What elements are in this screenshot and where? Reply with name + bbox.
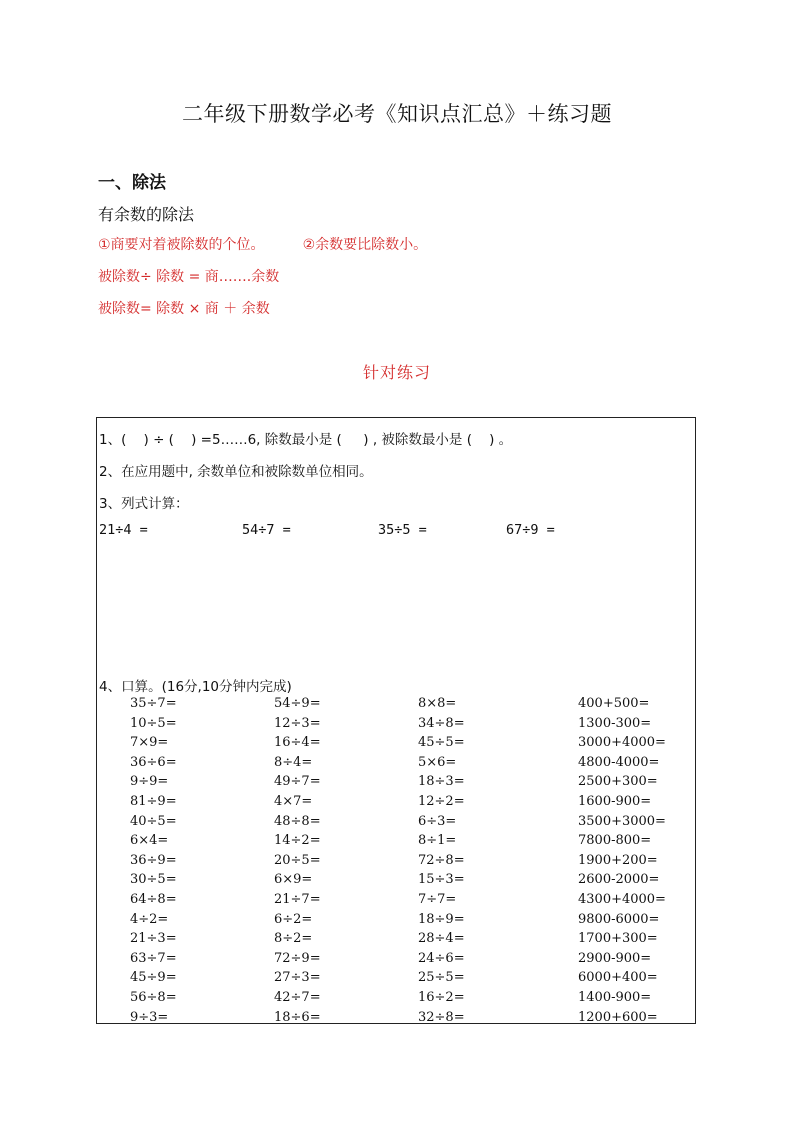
mental-math-problem: 1700+300= [578, 931, 658, 947]
mental-math-problem: 7×9= [130, 735, 169, 751]
mental-math-problem: 12÷3= [274, 715, 321, 731]
mental-math-problem: 21÷3= [130, 931, 177, 947]
mental-math-problem: 35÷7= [130, 696, 177, 711]
expression-1: 21÷4 = [99, 522, 148, 538]
question-3: 3、列式计算： [99, 496, 189, 512]
expression-2: 54÷7 = [242, 522, 291, 538]
mental-math-problem: 40÷5= [130, 813, 177, 829]
mental-math-problem: 18÷6= [274, 1009, 321, 1025]
mental-math-problem: 7÷7= [418, 891, 457, 907]
mental-math-problem: 4300+4000= [578, 891, 666, 907]
subheading-remainder-division: 有余数的除法 [98, 205, 195, 224]
mental-math-problem: 45÷5= [418, 735, 465, 751]
mental-math-problem: 8÷2= [274, 931, 313, 947]
mental-math-problem: 34÷8= [418, 715, 465, 731]
mental-math-problem: 400+500= [578, 696, 650, 711]
mental-math-problem: 7800-800= [578, 833, 652, 849]
mental-math-problem: 1200+600= [578, 1009, 658, 1025]
mental-math-problem: 24÷6= [418, 950, 465, 966]
mental-math-problem: 30÷5= [130, 872, 177, 888]
mental-math-problem: 1900+200= [578, 852, 658, 868]
mental-math-column-2 [274, 694, 321, 1027]
mental-math-problem: 49÷7= [274, 774, 321, 790]
mental-math-problem: 16÷2= [418, 989, 465, 1005]
mental-math-problem: 14÷2= [274, 833, 321, 849]
mental-math-problem: 9÷3= [130, 1009, 169, 1025]
mental-math-problem: 1300-300= [578, 715, 652, 731]
mental-math-problem: 4×7= [274, 793, 313, 809]
question-3-expressions [97, 522, 695, 542]
mental-math-column-4 [578, 694, 666, 1027]
section-heading-division: 一、除法 [98, 173, 166, 193]
mental-math-problem: 63÷7= [130, 950, 177, 966]
mental-math-problem: 56÷8= [130, 989, 177, 1005]
mental-math-problem: 54÷9= [274, 696, 321, 711]
mental-math-problem: 25÷5= [418, 970, 465, 986]
mental-math-column-1 [130, 694, 177, 1027]
mental-math-problem: 21÷7= [274, 891, 321, 907]
mental-math-problem: 1400-900= [578, 989, 652, 1005]
mental-math-problem: 2600-2000= [578, 872, 660, 888]
practice-box [96, 417, 696, 1024]
mental-math-problem: 4800-4000= [578, 754, 660, 770]
mental-math-problem: 48÷8= [274, 813, 321, 829]
question-4: 4、口算。(16分,10分钟内完成) [99, 679, 292, 695]
mental-math-problem: 1600-900= [578, 793, 652, 809]
mental-math-problem: 72÷9= [274, 950, 321, 966]
practice-title: 针对练习 [362, 363, 431, 382]
question-2: 2、在应用题中, 余数单位和被除数单位相同。 [99, 464, 373, 480]
mental-math-problem: 6000+400= [578, 970, 658, 986]
mental-math-problem: 27÷3= [274, 970, 321, 986]
mental-math-problem: 18÷9= [418, 911, 465, 927]
mental-math-column-3 [418, 694, 465, 1027]
mental-math-problem: 32÷8= [418, 1009, 465, 1025]
mental-math-problem: 42÷7= [274, 989, 321, 1005]
mental-math-problem: 6×4= [130, 833, 169, 849]
question-1: 1、( ) ÷ ( ) =5……6, 除数最小是 ( ) , 被除数最小是 ( ) 。 [99, 432, 513, 448]
expression-3: 35÷5 = [378, 522, 427, 538]
mental-math-problem: 72÷8= [418, 852, 465, 868]
mental-math-problem: 3500+3000= [578, 813, 666, 829]
mental-math-problem: 8÷1= [418, 833, 457, 849]
rule-quotient-and-remainder [98, 234, 427, 254]
mental-math-problem: 28÷4= [418, 931, 465, 947]
expression-4: 67÷9 = [506, 522, 555, 538]
mental-math-problem: 10÷5= [130, 715, 177, 731]
mental-math-problem: 12÷2= [418, 793, 465, 809]
rule-division-formula: 被除数÷ 除数 = 商…….余数 [98, 269, 280, 285]
mental-math-problem: 18÷3= [418, 774, 465, 790]
mental-math-problem: 5×6= [418, 754, 457, 770]
mental-math-problem: 81÷9= [130, 793, 177, 809]
rule-quotient-position: ①商要对着被除数的个位。 [98, 237, 265, 253]
mental-math-problem: 6÷2= [274, 911, 313, 927]
mental-math-problem: 6×9= [274, 872, 313, 888]
rule-dividend-formula: 被除数= 除数 × 商 ＋ 余数 [98, 301, 270, 317]
mental-math-problem: 64÷8= [130, 891, 177, 907]
mental-math-problem: 15÷3= [418, 872, 465, 888]
mental-math-problem: 20÷5= [274, 852, 321, 868]
mental-math-problem: 3000+4000= [578, 735, 666, 751]
mental-math-problem: 16÷4= [274, 735, 321, 751]
mental-math-problem: 6÷3= [418, 813, 457, 829]
mental-math-problem: 2900-900= [578, 950, 652, 966]
mental-math-problem: 9800-6000= [578, 911, 660, 927]
mental-math-problem: 9÷9= [130, 774, 169, 790]
mental-math-problem: 36÷6= [130, 754, 177, 770]
mental-math-problem: 4÷2= [130, 911, 169, 927]
mental-math-problem: 2500+300= [578, 774, 658, 790]
mental-math-problem: 36÷9= [130, 852, 177, 868]
page-title: 二年级下册数学必考《知识点汇总》＋练习题 [182, 102, 612, 126]
mental-math-problem: 8÷4= [274, 754, 313, 770]
mental-math-problem: 45÷9= [130, 970, 177, 986]
mental-math-problem: 8×8= [418, 696, 457, 711]
rule-remainder-smaller: ②余数要比除数小。 [302, 237, 428, 253]
